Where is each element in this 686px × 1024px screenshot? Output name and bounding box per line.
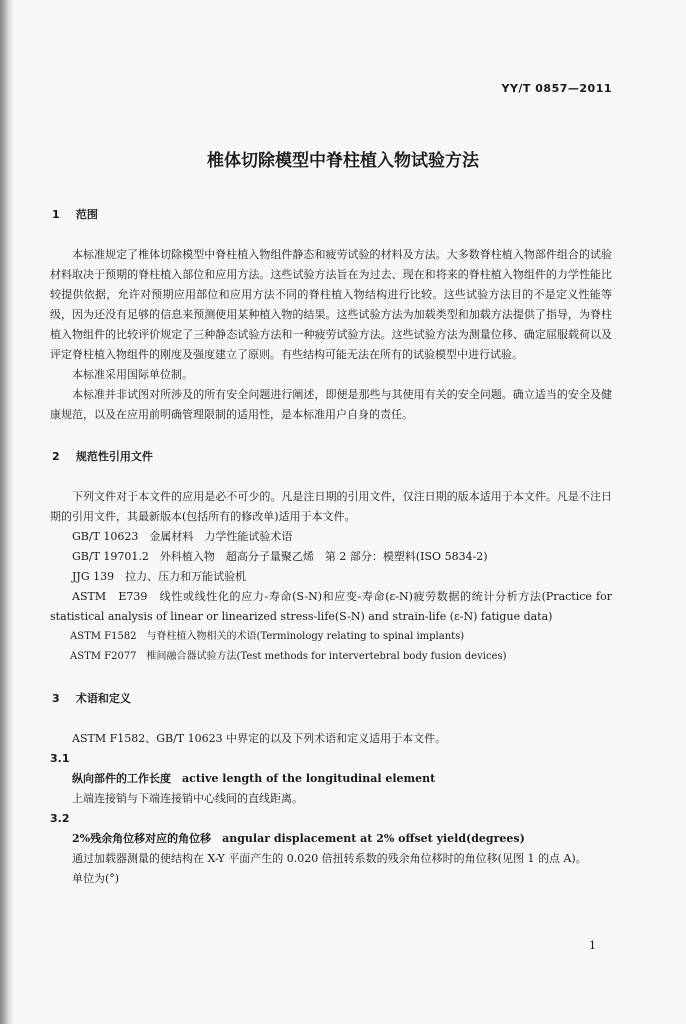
section-number: 2 xyxy=(52,450,60,463)
reference-item: GB/T 19701.2 外科植入物 超高分子量聚乙烯 第 2 部分：模塑料(ISO 5834-2) xyxy=(72,550,488,563)
units-paragraph: 本标准采用国际单位制。 xyxy=(72,368,193,381)
page-number: 1 xyxy=(589,939,596,952)
term-number: 3.1 xyxy=(50,752,70,765)
section-3-heading xyxy=(50,689,612,709)
terms-intro: ASTM F1582、GB/T 10623 中界定的以及下列术语和定义适用于本文件。 xyxy=(72,732,447,745)
reference-item: GB/T 10623 金属材料 力学性能试验术语 xyxy=(72,530,293,543)
term-unit: 单位为(°) xyxy=(72,872,120,885)
reference-item: JJG 139 拉力、压力和万能试验机 xyxy=(72,570,247,583)
scope-paragraph: 本标准规定了椎体切除模型中脊柱植入物组件静态和疲劳试验的材料及方法。大多数脊柱植入物部件组合的试验材料取决于预期的脊柱植入部位和应用方法。这些试验方法旨在为过去、现在和将来的脊柱植入物组件的力学性能比较提供依据，允许对预期应用部位和应用方法不同的脊柱植入物结构进行比较。这些试验方法目的不是定义性能等级，因为还没有足够的信息来预测使用某种植入物的结果。这些试验方法为加载类型和加载方法提供了指导，为脊柱植入物组件的比较评价规定了三种静态试验方法和一种疲劳试验方法。这些试验方法为测量位移、确定屈服载荷以及评定脊柱植入物组件的刚度及强度建立了原则。有些结构可能无法在所有的试验模型中进行试验。 xyxy=(50,248,612,361)
standard-code: YY/T 0857—2011 xyxy=(501,82,612,95)
safety-paragraph: 本标准并非试图对所涉及的所有安全问题进行阐述，即便是那些与其使用有关的安全问题。确立适当的安全及健康规范，以及在应用前明确管理限制的适用性，是本标准用户自身的责任。 xyxy=(50,388,612,421)
document-title: 椎体切除模型中脊柱植入物试验方法 xyxy=(207,151,479,171)
section-number: 1 xyxy=(52,208,60,221)
term-name: 纵向部件的工作长度 active length of the longitudinal element xyxy=(72,772,436,785)
section-2-heading xyxy=(50,447,612,467)
term-definition: 通过加载器测量的使结构在 X-Y 平面产生的 0.020 倍扭转系数的残余角位移时的角位移(见图 1 的点 A)。 xyxy=(72,852,587,865)
term-name: 2%残余角位移对应的角位移 angular displacement at 2% offset yield(degrees) xyxy=(72,832,525,845)
section-title: 范围 xyxy=(75,208,98,221)
reference-item: ASTM F2077 椎间融合器试验方法(Test methods for intervertebral body fusion devices) xyxy=(70,651,507,662)
section-title: 规范性引用文件 xyxy=(75,450,153,463)
section-title: 术语和定义 xyxy=(75,692,131,705)
reference-item: ASTM F1582 与脊柱植入物相关的术语(Terminology relating to spinal implants) xyxy=(70,631,465,642)
term-definition: 上端连接销与下端连接销中心线间的直线距离。 xyxy=(72,792,303,805)
section-number: 3 xyxy=(52,692,60,705)
section-1-heading xyxy=(50,205,612,225)
references-intro: 下列文件对于本文件的应用是必不可少的。凡是注日期的引用文件，仅注日期的版本适用于本文件。凡是不注日期的引用文件，其最新版本(包括所有的修改单)适用于本文件。 xyxy=(50,490,612,523)
term-number: 3.2 xyxy=(50,812,70,825)
document-body xyxy=(50,205,612,889)
reference-item-astm-e739: ASTM E739 线性或线性化的应力-寿命(S-N)和应变-寿命(ε-N)疲劳数据的统计分析方法(Practice for statistical analysis of linear or linearized stress-life(S-N) and strain-life (ε-N) fatigue data) xyxy=(50,590,612,623)
